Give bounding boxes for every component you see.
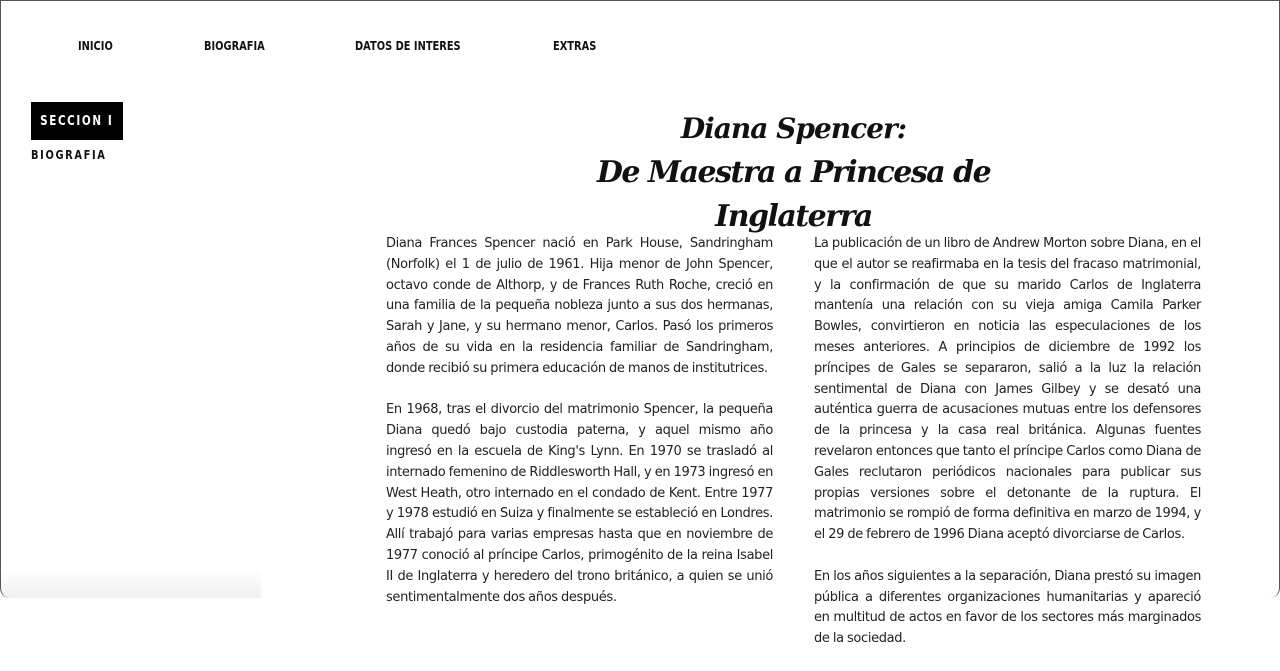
nav-link-biografia[interactable]: BIOGRAFIA (204, 39, 265, 53)
section-subtitle: BIOGRAFIA (31, 148, 107, 162)
article-title (561, 107, 1026, 239)
article-title-line-2: De Maestra a Princesa de Inglaterra (596, 155, 991, 234)
section-badge-label: SECCION I (40, 113, 114, 129)
main-nav (1, 39, 701, 55)
article-column-right (814, 234, 1201, 671)
article-title-line-1: Diana Spencer: (680, 112, 907, 145)
nav-link-extras[interactable]: EXTRAS (553, 39, 597, 53)
bottom-shadow (1, 568, 261, 598)
section-badge (31, 102, 123, 140)
nav-link-inicio[interactable]: INICIO (78, 39, 113, 53)
nav-link-datos-de-interes[interactable]: DATOS DE INTERES (355, 39, 461, 53)
paragraph: Diana Frances Spencer nació en Park House, Sandringham (Norfolk) el 1 de julio de 1961. Hija menor de John Spencer, octavo conde de Althorp, y de Frances Ruth Roche, creció en una familia de la pequeña nobleza junto a sus dos hermanas, Sarah y Jane, y su hermano menor, Carlos. Pasó los primeros años de su vida en la residencia familiar de Sandringham, donde recibió su primera educación de manos de institutrices. (386, 236, 773, 376)
article-column-left (386, 234, 773, 629)
paragraph: En 1968, tras el divorcio del matrimonio Spencer, la pequeña Diana quedó bajo custodia paterna, y aquel mismo año ingresó en la escuela de King's Lynn. En 1970 se trasladó al internado femenino de Riddlesworth Hall, y en 1973 ingresó en West Heath, otro internado en el condado de Kent. Entre 1977 y 1978 estudió en Suiza y finalmente se estableció en Londres. Allí trabajó para varias empresas hasta que en noviembre de 1977 conoció al príncipe Carlos, primogénito de la reina Isabel II de Inglaterra y heredero del trono británico, a quien se unió sentimentalmente dos años después. (386, 402, 773, 605)
paragraph: La publicación de un libro de Andrew Morton sobre Diana, en el que el autor se reafirmaba en la tesis del fracaso matrimonial, y la confirmación de que su marido Carlos de Inglaterra mantenía una relación con su vieja amiga Camila Parker Bowles, convirtieron en noticia las especulaciones de los meses anteriores. A principios de diciembre de 1992 los príncipes de Gales se separaron, salió a la luz la relación sentimental de Diana con James Gilbey y se desató una auténtica guerra de acusaciones mutuas entre los defensores de la princesa y la casa real británica. Algunas fuentes revelaron entonces que tanto el príncipe Carlos como Diana de Gales reclutaron periódicos nacionales para publicar sus propias versiones sobre el detonante de la ruptura. El matrimonio se rompió de forma definitiva en marzo de 1994, y el 29 de febrero de 1996 Diana aceptó divorciarse de Carlos. (814, 236, 1201, 543)
paragraph: En los años siguientes a la separación, Diana prestó su imagen pública a diferentes organizaciones humanitarias y apareció en multitud de actos en favor de los sectores más marginados de la sociedad. (814, 568, 1201, 647)
